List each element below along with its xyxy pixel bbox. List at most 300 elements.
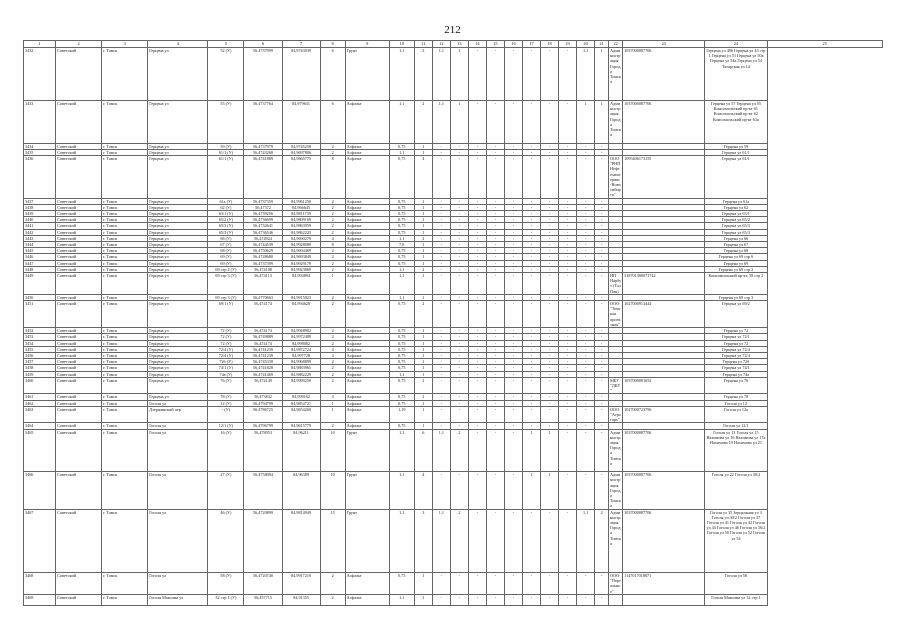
table-cell: Гоголя ул 58 [705, 572, 767, 594]
table-cell: - [432, 328, 450, 334]
table-cell: - [522, 377, 540, 394]
table-cell: 0,75 [389, 211, 414, 217]
table-cell: - [577, 198, 595, 204]
table-cell: 1,1 [432, 509, 450, 572]
table-cell: - [486, 301, 504, 328]
table-cell: 3455 [24, 346, 56, 352]
table-cell: 1,1 [389, 429, 414, 472]
table-cell: 56,4741239 [244, 352, 282, 358]
table-cell: Администрация Города Томска [609, 509, 623, 572]
table-cell: - [541, 248, 559, 254]
table-cell: 3454 [24, 340, 56, 346]
table-cell: - [486, 594, 504, 605]
column-header: 14 [468, 41, 486, 48]
table-cell: 3442 [24, 229, 56, 235]
table-cell: - [468, 294, 486, 300]
table-cell: - [432, 273, 450, 295]
table-cell: 2 [320, 334, 345, 340]
table-cell: - [450, 198, 468, 204]
table-cell: Герцена ул 72 [705, 328, 767, 334]
table-cell: - [522, 594, 540, 605]
table-cell: - [450, 328, 468, 334]
table-row [24, 572, 883, 594]
table-cell: Асфальт [345, 400, 389, 406]
table-cell: 3433 [24, 101, 56, 144]
table-cell: - [450, 223, 468, 229]
table-cell: 2 [320, 248, 345, 254]
table-cell: Советский [56, 229, 102, 235]
table-cell: 0,75 [389, 394, 414, 400]
table-cell: - [577, 211, 595, 217]
table-cell: г. Томск [102, 217, 148, 223]
table-cell: - [504, 365, 522, 371]
table-cell: - [504, 359, 522, 365]
table-cell: - [468, 101, 486, 144]
table-cell: г. Томск [102, 48, 148, 101]
table-cell: Асфальт [345, 266, 389, 272]
table-cell: - [522, 48, 540, 101]
table-cell: Советский [56, 223, 102, 229]
table-cell: 69 стр 3 (У) [208, 273, 244, 295]
table-cell: 56,474174 [244, 301, 282, 328]
column-header: 17 [522, 41, 540, 48]
table-cell: - [468, 346, 486, 352]
table-cell: - [541, 572, 559, 594]
column-header: 11 [414, 41, 432, 48]
table-cell: Грунт [345, 509, 389, 572]
table-cell: 1 [541, 429, 559, 472]
table-cell: Герцена ул [148, 371, 208, 377]
table-cell: 56,4741889 [244, 156, 282, 199]
table-cell: - [541, 143, 559, 149]
table-cell: 55 (У) [208, 101, 244, 144]
table-cell: 84,9863959 [282, 223, 320, 229]
table-cell: - [504, 429, 522, 472]
table-cell: 72 (У) [208, 334, 244, 340]
table-cell: 0,75 [389, 377, 414, 394]
table-cell: Гоголя ул 12а [705, 406, 767, 423]
table-cell: 84,998082 [282, 340, 320, 346]
table-cell: 1,1 [432, 48, 450, 101]
table-cell: 84,9883965 [282, 365, 320, 371]
table-cell: 72 (У) [208, 340, 244, 346]
column-header: 7 [282, 41, 320, 48]
table-cell: 2 [320, 254, 345, 260]
table-cell: - [468, 406, 486, 423]
table-cell: 69 (У) [208, 260, 244, 266]
table-cell: - [595, 156, 609, 199]
table-cell: - [432, 211, 450, 217]
table-cell: Советский [56, 273, 102, 295]
table-cell: Советский [56, 48, 102, 101]
table-cell: - [559, 594, 577, 605]
table-cell: Грунт [345, 429, 389, 472]
table-cell: Советский [56, 301, 102, 328]
table-cell: - [504, 273, 522, 295]
column-header: 3 [102, 41, 148, 48]
table-cell: - [522, 423, 540, 429]
table-cell: - [522, 211, 540, 217]
table-cell: - [468, 248, 486, 254]
table-cell: - [450, 594, 468, 605]
table-cell: - [541, 48, 559, 101]
table-cell: - [486, 352, 504, 358]
table-cell: Администрация Города Томска [610, 472, 621, 509]
table-cell: Советский [56, 359, 102, 365]
table-cell: - [595, 572, 609, 594]
table-cell: 1,1 [432, 429, 450, 472]
table-cell: 4 [414, 472, 432, 509]
table-cell: 6 [320, 48, 345, 101]
table-cell: 1 [320, 400, 345, 406]
table-cell: Герцена ул 61а [705, 198, 767, 204]
table-cell: - [432, 352, 450, 358]
table-cell: - [468, 149, 486, 155]
column-header: 4 [148, 41, 208, 48]
table-cell: Асфальт [345, 352, 389, 358]
table-cell: 10 [320, 429, 345, 472]
table-cell: - [486, 365, 504, 371]
table-cell: 56,4743268 [244, 149, 282, 155]
table-cell: - [541, 198, 559, 204]
table-cell: 56,4741469 [244, 371, 282, 377]
table-cell: - [432, 594, 450, 605]
table-cell: 1037000087706 [623, 101, 705, 144]
table-cell: - [450, 143, 468, 149]
table-cell: - [486, 346, 504, 352]
table-cell: - [486, 340, 504, 346]
table-cell: 1 [450, 48, 468, 101]
table-cell: Герцена ул 65/3 [705, 223, 767, 229]
table-cell: - [486, 254, 504, 260]
table-cell: 84,9697806 [282, 149, 320, 155]
table-cell: 3432 [24, 48, 56, 101]
table-cell: - [522, 254, 540, 260]
table-cell: 2 [414, 301, 432, 328]
table-cell: г. Томск [102, 346, 148, 352]
table-cell: 3468 [24, 572, 56, 594]
table-cell: Герцена ул [148, 48, 208, 101]
table-cell: - [541, 223, 559, 229]
table-cell: 0,75 [389, 359, 414, 365]
table-cell: 1 [414, 400, 432, 406]
table-cell: 3449 [24, 273, 56, 295]
table-cell: 1,1 [389, 594, 414, 605]
table-cell: - [504, 198, 522, 204]
column-header: 6 [244, 41, 282, 48]
table-cell: - [577, 301, 595, 328]
table-cell: Гоголя ул [148, 429, 208, 472]
table-cell: Герцена ул 61/1 [705, 156, 767, 199]
table-cell: Герцена ул 59 [705, 143, 767, 149]
column-header: 1 [24, 41, 56, 48]
column-header: 10 [389, 41, 414, 48]
table-cell: - [468, 371, 486, 377]
table-cell: Асфальт [345, 406, 389, 423]
table-cell: 1 [414, 371, 432, 377]
table-cell: 3435 [24, 149, 56, 155]
table-cell: - [432, 346, 450, 352]
table-cell: Комсомольский пр-кт, 58 стр 2 [705, 273, 767, 295]
table-cell: - [541, 254, 559, 260]
table-cell: Герцена ул [148, 149, 208, 155]
table-cell: 3462 [24, 400, 56, 406]
table-cell: - [595, 301, 609, 328]
table-cell: 3439 [24, 211, 56, 217]
table-cell: - [522, 400, 540, 406]
table-cell: - [522, 260, 540, 266]
table-cell: - [432, 406, 450, 423]
table-cell: - [468, 204, 486, 210]
table-cell: Советский [56, 352, 102, 358]
table-cell: 84,9809169 [282, 217, 320, 223]
table-cell: - [559, 242, 577, 248]
table-cell: 61/1 (У) [208, 156, 244, 199]
table-cell: 0,75 [389, 423, 414, 429]
table-cell: - [577, 406, 595, 423]
table-cell: 1 [414, 346, 432, 352]
table-cell: - [450, 204, 468, 210]
table-cell: - [577, 156, 595, 199]
table-cell: 2 [320, 198, 345, 204]
table-cell: 4 [414, 156, 432, 199]
table-cell: Асфальт [345, 334, 389, 340]
table-cell: 56,474174 [244, 328, 282, 334]
table-cell: г. Томск [102, 204, 148, 210]
table-cell: 1037000087706 [623, 429, 705, 472]
table-cell: 2 [450, 509, 468, 572]
table-cell: Асфальт [345, 229, 389, 235]
table-cell: 84,9814949 [282, 509, 320, 572]
table-cell: - [541, 266, 559, 272]
table-cell: - [468, 328, 486, 334]
table-cell: - [432, 394, 450, 400]
table-cell: - [486, 429, 504, 472]
table-cell: Герцена ул 69 [705, 260, 767, 266]
table-cell: - [486, 371, 504, 377]
table-cell: 0,75 [389, 334, 414, 340]
table-cell: 1 [522, 429, 540, 472]
table-cell: г. Томск [102, 235, 148, 241]
table-cell: 1,1 [389, 235, 414, 241]
table-cell: - [468, 217, 486, 223]
table-cell: 4 [320, 346, 345, 352]
table-cell: Асфальт [345, 143, 389, 149]
table-cell: 1 [414, 423, 432, 429]
table-cell: - [432, 365, 450, 371]
table-cell: Асфальт [345, 359, 389, 365]
table-cell: 15 [320, 509, 345, 572]
table-cell: 84,9929179 [282, 260, 320, 266]
table-cell: 2 [320, 572, 345, 594]
table-cell: - [595, 594, 609, 605]
table-cell: 1 [414, 217, 432, 223]
table-cell: Асфальт [345, 204, 389, 210]
table-cell: - [559, 328, 577, 334]
table-cell: Асфальт [345, 572, 389, 594]
table-cell: 84,9862223 [282, 229, 320, 235]
table-cell: Асфальт [345, 594, 389, 605]
table-cell: 3463 [24, 406, 56, 423]
table-cell: 84,9665775 [282, 156, 320, 199]
table-cell: - [522, 235, 540, 241]
table-cell: г. Томск [102, 365, 148, 371]
register-table-container [23, 40, 883, 606]
table-cell: г. Томск [102, 359, 148, 365]
table-cell: Герцена ул [148, 204, 208, 210]
table-cell: - [595, 211, 609, 217]
table-cell: - [595, 472, 609, 509]
table-cell: Герцена ул 69 стр 2 [705, 266, 767, 272]
table-cell: - [559, 406, 577, 423]
table-cell: - [450, 266, 468, 272]
table-cell: 1 [320, 406, 345, 423]
table-cell: Асфальт [345, 328, 389, 334]
table-cell: Асфальт [345, 242, 389, 248]
column-header: 12 [432, 41, 450, 48]
table-cell: Советский [56, 235, 102, 241]
table-cell: - [541, 273, 559, 295]
table-cell: 32 стр 1 (У) [208, 594, 244, 605]
table-cell: - [559, 509, 577, 572]
table-cell: 56,4794799 [244, 400, 282, 406]
table-cell: Советский [56, 211, 102, 217]
table-cell: 74а (У) [208, 371, 244, 377]
table-cell: Герцена ул [148, 235, 208, 241]
table-cell: - [522, 371, 540, 377]
table-cell: - [559, 294, 577, 300]
table-cell: Герцена ул [148, 143, 208, 149]
table-cell: 2 [320, 217, 345, 223]
table-cell: - [595, 365, 609, 371]
table-cell: - [522, 143, 540, 149]
table-cell: - [468, 472, 486, 509]
table-cell: г. Томск [102, 223, 148, 229]
table-cell: 1 [414, 572, 432, 594]
table-cell: ООО "Портальное" [610, 572, 621, 594]
table-cell: - [504, 242, 522, 248]
table-cell: 0,75 [389, 346, 414, 352]
table-cell: - [559, 101, 577, 144]
table-cell: Герцена ул [148, 359, 208, 365]
table-cell: 3465 [24, 429, 56, 472]
table-cell: - [577, 365, 595, 371]
table-cell: 3446 [24, 254, 56, 260]
table-cell: - [468, 352, 486, 358]
table-cell: - [486, 273, 504, 295]
table-cell: - [486, 394, 504, 400]
table-cell: - [541, 340, 559, 346]
table-cell: - [559, 346, 577, 352]
table-cell: 58 (У) [208, 572, 244, 594]
column-header: 18 [541, 41, 559, 48]
table-cell: - [450, 242, 468, 248]
table-cell: 1 [414, 204, 432, 210]
table-cell: 3 [414, 509, 432, 572]
table-cell: 84,9690279 [282, 235, 320, 241]
table-cell: 0,75 [389, 572, 414, 594]
table-cell: 84,9811739 [282, 211, 320, 217]
table-cell: 65/2 (У) [208, 217, 244, 223]
table-cell: Администрация Города Томска [609, 101, 623, 144]
table-cell: 1 [577, 101, 595, 144]
table-cell: - [559, 211, 577, 217]
table-cell: 1,1 [389, 149, 414, 155]
table-cell: 56,4720899 [244, 509, 282, 572]
table-cell: Асфальт [345, 217, 389, 223]
table-cell: - [432, 301, 450, 328]
table-cell: г. Томск [102, 242, 148, 248]
table-cell: - [450, 273, 468, 295]
table-cell: 1 [414, 149, 432, 155]
table-cell: - [450, 365, 468, 371]
table-cell: 56,4720740 [244, 572, 282, 594]
table-cell: - [486, 204, 504, 210]
column-header: 16 [504, 41, 522, 48]
table-cell: - [595, 260, 609, 266]
table-cell: Асфальт [345, 254, 389, 260]
table-cell: Асфальт [345, 346, 389, 352]
table-cell: - [486, 143, 504, 149]
table-cell: - [577, 217, 595, 223]
table-cell: Асфальт [345, 294, 389, 300]
table-cell: 56,4739256 [244, 211, 282, 217]
table-cell: ИП Нарбут (Тол Пан) [610, 273, 622, 294]
table-cell: 1,1 [577, 509, 595, 572]
table-cell: - [522, 266, 540, 272]
table-cell: - [468, 143, 486, 149]
table-cell: - [541, 394, 559, 400]
table-cell: Советский [56, 294, 102, 300]
table-cell: г. Томск [102, 229, 148, 235]
table-cell: - [559, 352, 577, 358]
table-cell: Герцена ул [148, 301, 208, 328]
table-cell: Администрация Города Томска [609, 429, 623, 472]
table-cell: Советский [56, 156, 102, 199]
table-cell: - [595, 143, 609, 149]
table-cell: Герцена ул 65/2 [705, 217, 767, 223]
table-cell: - [450, 406, 468, 423]
table-cell: - [450, 377, 468, 394]
table-cell: - [595, 394, 609, 400]
table-cell: 3440 [24, 217, 56, 223]
table-cell: Гоголя ул [148, 509, 208, 572]
table-cell: - [450, 572, 468, 594]
table-cell: 2 [320, 204, 345, 210]
table-row [24, 594, 883, 605]
table-cell: Советский [56, 198, 102, 204]
header-row [24, 41, 883, 48]
table-row [24, 48, 883, 101]
column-header: 21 [595, 41, 609, 48]
table-cell: - [468, 301, 486, 328]
table-cell: 0,75 [389, 352, 414, 358]
table-cell: - [577, 359, 595, 365]
table-cell: 1037000091652 [623, 377, 705, 394]
table-cell: 1 [595, 101, 609, 144]
register-table [23, 40, 883, 606]
table-cell: - [486, 101, 504, 144]
table-cell: г. Томск [102, 594, 148, 605]
table-cell: Асфальт [345, 377, 389, 394]
table-cell: 84,9693849 [282, 254, 320, 260]
table-cell: Советский [56, 365, 102, 371]
table-cell: - [468, 242, 486, 248]
table-cell: 56,4737359 [244, 198, 282, 204]
table-cell: Герцена ул 72б [705, 359, 767, 365]
table-cell: - [486, 334, 504, 340]
table-cell: - [522, 394, 540, 400]
